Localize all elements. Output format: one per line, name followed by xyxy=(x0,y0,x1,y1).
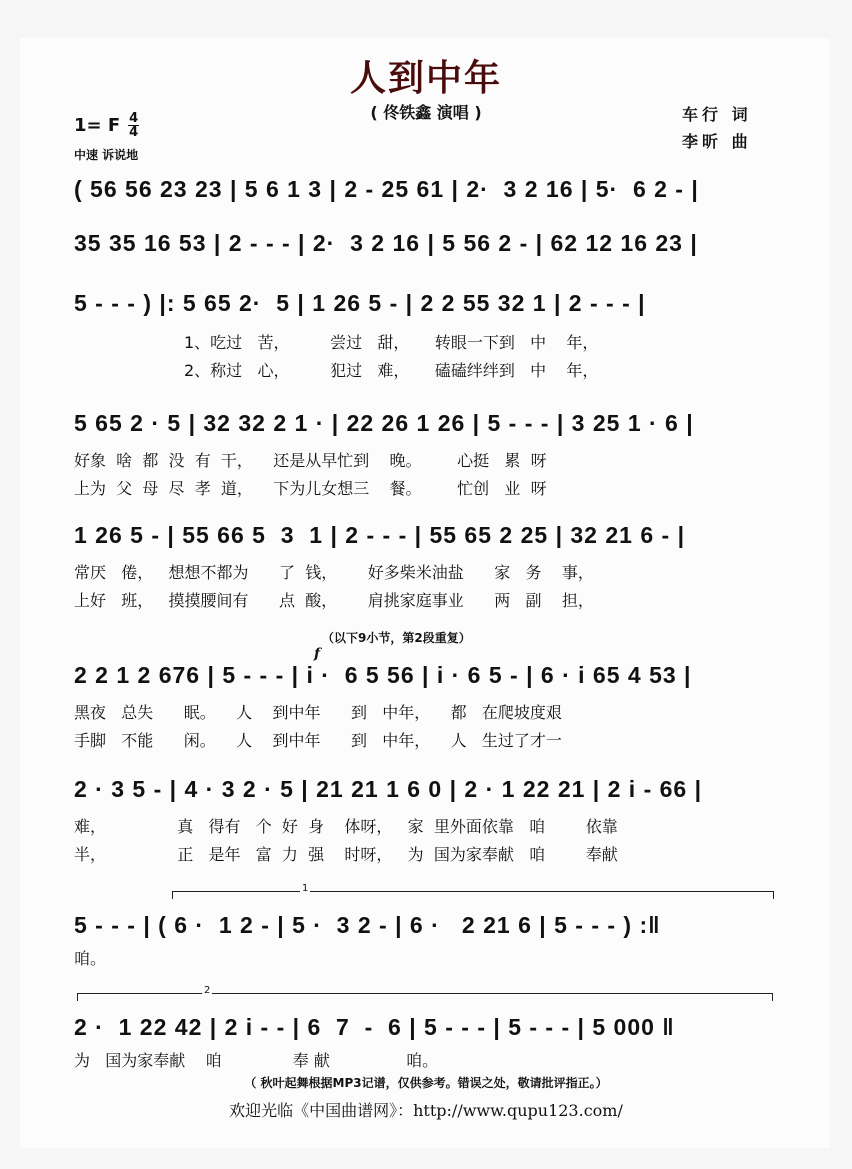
score-line-9 xyxy=(74,1014,784,1070)
notation-line: 2 2 1 2 676 | 5 - - - | i · 6 5 56 | i · 6 5 - | 6 · i 65 4 53 | xyxy=(74,662,692,688)
lyrics-line: 咱。 xyxy=(74,949,107,968)
tempo-marking: 中速 诉说地 xyxy=(74,148,139,162)
notation-line: 35 35 16 53 | 2 - - - | 2· 3 2 16 | 5 56 2 - | 62 12 16 23 | xyxy=(74,230,698,256)
singer-credit: ( 佟铁鑫 演唱 ) xyxy=(370,103,482,122)
lyrics-verse-2: 上好 班， 摸摸腰间有 点 酸， 肩挑家庭事业 两 副 担， xyxy=(74,591,594,610)
repeat-annotation: （以下9小节，第2段重复） xyxy=(322,631,471,645)
volta-tick xyxy=(77,993,78,1001)
score-line-4 xyxy=(74,410,784,498)
volta-tick xyxy=(772,993,773,1001)
volta-tick xyxy=(773,891,774,899)
lyrics-verse-2: 上为 父 母 尽 孝 道， 下为儿女想三 餐。 忙创 业 呀 xyxy=(74,479,547,498)
song-title: 人到中年 xyxy=(349,58,502,99)
volta-number: 2 xyxy=(204,985,211,996)
notation-line: 5 - - - ) |: 5 65 2· 5 | 1 26 5 - | 2 2 55 32 1 | 2 - - - | xyxy=(74,290,646,316)
forte-marking: f xyxy=(314,646,321,662)
site-footer[interactable]: 欢迎光临《中国曲谱网》：http://www.qupu123.com/ xyxy=(229,1101,623,1120)
score-line-1 xyxy=(74,176,784,212)
lyricist-credit: 车行 词 xyxy=(682,105,752,124)
lyrics-verse-1: 常厌 倦， 想想不都为 了 钱， 好多柴米油盐 家 务 事， xyxy=(74,563,594,582)
composer-credit: 李昕 曲 xyxy=(682,132,752,151)
score-line-2 xyxy=(74,230,784,266)
lyrics-verse-1: 难， 真 得有 个 好 身 体呀， 家 里外面依靠 咱 依靠 xyxy=(74,817,618,836)
lyrics-verse-1: 黑夜 总失 眠。 人 到中年 到 中年， 都 在爬坡度艰 xyxy=(74,703,562,722)
lyrics-verse-2: 2、称过 心， 犯过 难， 磕磕绊绊到 中 年， xyxy=(184,361,599,380)
lyrics-verse-2: 手脚 不能 闲。 人 到中年 到 中年， 人 生过了才一 xyxy=(74,731,562,750)
notation-line: ( 56 56 23 23 | 5 6 1 3 | 2 - 25 61 | 2· 3 2 16 | 5· 6 2 - | xyxy=(74,176,699,202)
key-signature xyxy=(74,112,139,139)
volta-bracket-1 xyxy=(172,883,774,894)
score-line-3 xyxy=(74,290,784,380)
notation-line: 1 26 5 - | 55 66 5 3 1 | 2 - - - | 55 65 2 25 | 32 21 6 - | xyxy=(74,522,686,548)
score-line-6 xyxy=(74,646,784,750)
notation-line: 5 65 2 · 5 | 32 32 2 1 · | 22 26 1 26 | 5 - - - | 3 25 1 · 6 | xyxy=(74,410,694,436)
key-label: 1= F xyxy=(74,115,121,136)
time-sig-top: 4 xyxy=(129,111,139,126)
volta-tick xyxy=(172,891,173,899)
time-sig-bottom: 4 xyxy=(129,125,139,140)
score-line-5 xyxy=(74,522,784,610)
notation-line: 5 - - - | ( 6 · 1 2 - | 5 · 3 2 - | 6 · 2 21 6 | 5 - - - ) :‖ xyxy=(74,912,661,938)
volta-number: 1 xyxy=(302,883,309,894)
score-line-7 xyxy=(74,776,784,864)
notation-line: 2 · 1 22 42 | 2 i - - | 6 7 - 6 | 5 - - - | 5 - - - | 5 000 ‖ xyxy=(74,1014,675,1040)
lyrics-verse-1: 好象 啥 都 没 有 干， 还是从早忙到 晚。 心挺 累 呀 xyxy=(74,451,547,470)
lyrics-line: 为 国为家奉献 咱 奉 献 咱。 xyxy=(74,1051,439,1070)
lyrics-verse-2: 半， 正 是年 富 力 强 时呀， 为 国为家奉献 咱 奉献 xyxy=(74,845,618,864)
notation-line: 2 · 3 5 - | 4 · 3 2 · 5 | 21 21 1 6 0 | 2 · 1 22 21 | 2 i - 66 | xyxy=(74,776,703,802)
volta-bracket-2 xyxy=(77,985,773,996)
lyrics-verse-1: 1、吃过 苦， 尝过 甜， 转眼一下到 中 年， xyxy=(184,333,599,352)
time-signature xyxy=(128,112,139,139)
score-line-8 xyxy=(74,912,784,968)
transcription-note: （ 秋叶起舞根据MP3记谱，仅供参考。错误之处，敬请批评指正。） xyxy=(244,1076,608,1090)
